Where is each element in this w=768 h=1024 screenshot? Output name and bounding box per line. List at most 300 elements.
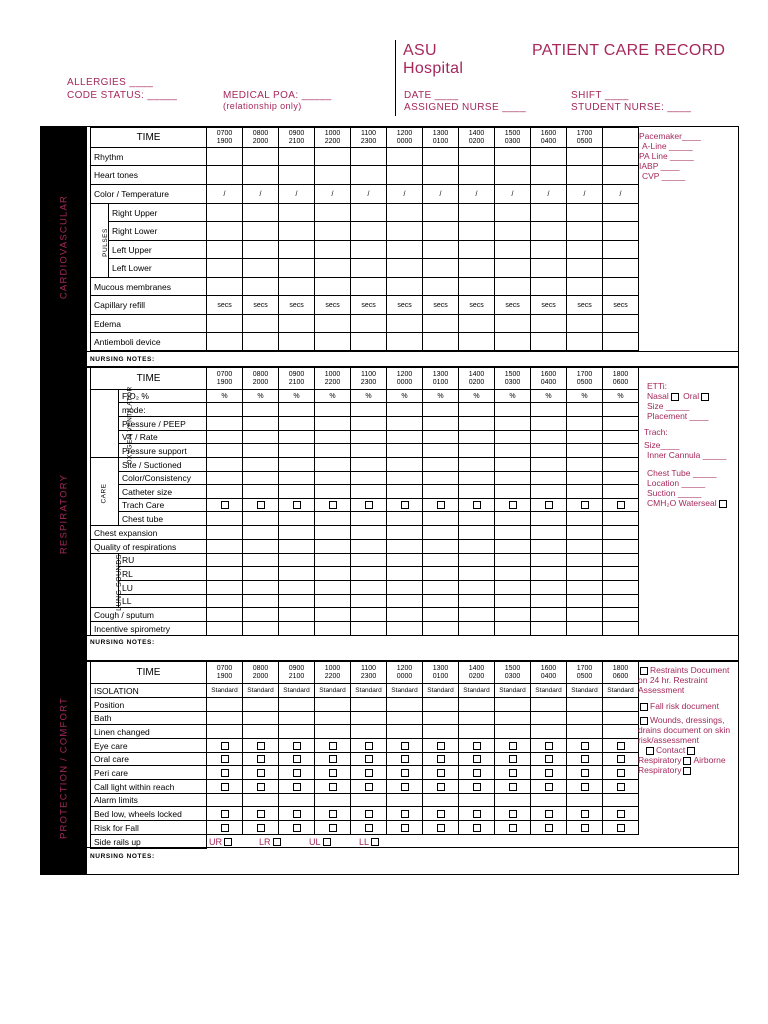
entry-cell[interactable] [423, 608, 459, 622]
entry-cell[interactable] [495, 725, 531, 739]
entry-cell[interactable] [351, 259, 387, 278]
entry-cell[interactable] [567, 444, 603, 458]
entry-cell[interactable] [315, 148, 351, 166]
entry-cell[interactable] [387, 472, 423, 485]
entry-cell[interactable] [459, 698, 495, 712]
entry-cell[interactable] [603, 554, 639, 567]
entry-cell[interactable] [531, 390, 567, 403]
entry-cell[interactable] [387, 608, 423, 622]
entry-cell[interactable] [531, 403, 567, 417]
location-field[interactable]: Location _____ [647, 478, 706, 488]
entry-cell[interactable] [567, 526, 603, 540]
entry-cell[interactable] [567, 278, 603, 296]
entry-cell[interactable] [279, 567, 315, 581]
entry-cell[interactable] [567, 780, 603, 794]
entry-cell[interactable] [207, 444, 243, 458]
entry-cell[interactable] [531, 458, 567, 472]
entry-cell[interactable] [315, 204, 351, 222]
entry-cell[interactable] [459, 753, 495, 766]
entry-cell[interactable] [207, 417, 243, 431]
entry-cell[interactable] [495, 296, 531, 315]
entry-cell[interactable] [315, 166, 351, 185]
checkbox[interactable] [437, 755, 445, 763]
checkbox[interactable] [221, 783, 229, 791]
entry-cell[interactable] [459, 278, 495, 296]
checkbox[interactable] [617, 810, 625, 818]
entry-cell[interactable] [603, 166, 639, 185]
entry-cell[interactable] [531, 725, 567, 739]
entry-cell[interactable] [459, 222, 495, 241]
entry-cell[interactable] [387, 684, 423, 698]
entry-cell[interactable] [315, 222, 351, 241]
entry-cell[interactable] [351, 444, 387, 458]
checkbox[interactable] [329, 742, 337, 750]
entry-cell[interactable] [315, 753, 351, 766]
entry-cell[interactable] [387, 185, 423, 204]
chest-tube-field[interactable]: Chest Tube _____ [647, 468, 717, 478]
checkbox[interactable] [401, 810, 409, 818]
entry-cell[interactable] [459, 540, 495, 554]
entry-cell[interactable] [207, 698, 243, 712]
entry-cell[interactable] [495, 390, 531, 403]
entry-cell[interactable] [243, 485, 279, 499]
checkbox[interactable] [329, 824, 337, 832]
entry-cell[interactable] [423, 540, 459, 554]
checkbox[interactable] [293, 742, 301, 750]
entry-cell[interactable] [531, 485, 567, 499]
entry-cell[interactable] [567, 333, 603, 351]
entry-cell[interactable] [243, 766, 279, 780]
a-line-field[interactable]: A-Line _____ [642, 141, 693, 151]
entry-cell[interactable] [603, 780, 639, 794]
entry-cell[interactable] [207, 204, 243, 222]
entry-cell[interactable] [279, 431, 315, 444]
entry-cell[interactable] [279, 725, 315, 739]
entry-cell[interactable] [423, 684, 459, 698]
checkbox[interactable] [365, 501, 373, 509]
entry-cell[interactable] [531, 296, 567, 315]
side-rail-checkbox[interactable] [371, 838, 379, 846]
entry-cell[interactable] [207, 458, 243, 472]
entry-cell[interactable] [279, 622, 315, 636]
entry-cell[interactable] [423, 712, 459, 725]
side-rail-option[interactable] [309, 837, 359, 847]
entry-cell[interactable] [351, 417, 387, 431]
entry-cell[interactable] [531, 148, 567, 166]
contact-respiratory-checkbox[interactable] [687, 747, 695, 755]
entry-cell[interactable] [459, 725, 495, 739]
checkbox[interactable] [437, 501, 445, 509]
entry-cell[interactable] [315, 417, 351, 431]
entry-cell[interactable] [423, 739, 459, 753]
entry-cell[interactable] [531, 472, 567, 485]
entry-cell[interactable] [423, 526, 459, 540]
entry-cell[interactable] [243, 698, 279, 712]
entry-cell[interactable] [243, 567, 279, 581]
entry-cell[interactable] [423, 581, 459, 595]
entry-cell[interactable] [351, 431, 387, 444]
entry-cell[interactable] [243, 821, 279, 835]
checkbox[interactable] [581, 501, 589, 509]
shift-field[interactable]: SHIFT ____ [571, 90, 629, 101]
entry-cell[interactable] [387, 794, 423, 807]
entry-cell[interactable] [603, 595, 639, 608]
entry-cell[interactable] [207, 148, 243, 166]
entry-cell[interactable] [495, 608, 531, 622]
checkbox[interactable] [617, 755, 625, 763]
restraints-checkbox[interactable] [640, 667, 648, 675]
entry-cell[interactable] [531, 821, 567, 835]
entry-cell[interactable] [243, 472, 279, 485]
entry-cell[interactable] [459, 148, 495, 166]
entry-cell[interactable] [387, 595, 423, 608]
entry-cell[interactable] [531, 315, 567, 333]
entry-cell[interactable] [459, 458, 495, 472]
entry-cell[interactable] [531, 698, 567, 712]
entry-cell[interactable] [243, 780, 279, 794]
entry-cell[interactable] [531, 753, 567, 766]
entry-cell[interactable] [495, 766, 531, 780]
checkbox[interactable] [293, 824, 301, 832]
entry-cell[interactable] [423, 241, 459, 259]
entry-cell[interactable] [279, 581, 315, 595]
entry-cell[interactable] [207, 780, 243, 794]
entry-cell[interactable] [567, 567, 603, 581]
entry-cell[interactable] [495, 712, 531, 725]
entry-cell[interactable] [603, 444, 639, 458]
entry-cell[interactable] [387, 712, 423, 725]
entry-cell[interactable] [351, 595, 387, 608]
checkbox[interactable] [473, 783, 481, 791]
entry-cell[interactable] [243, 595, 279, 608]
entry-cell[interactable] [351, 485, 387, 499]
airborne-checkbox[interactable] [683, 757, 691, 765]
entry-cell[interactable] [387, 807, 423, 821]
checkbox[interactable] [401, 501, 409, 509]
entry-cell[interactable] [243, 315, 279, 333]
entry-cell[interactable] [459, 241, 495, 259]
checkbox[interactable] [545, 501, 553, 509]
entry-cell[interactable] [351, 403, 387, 417]
checkbox[interactable] [437, 742, 445, 750]
entry-cell[interactable] [207, 315, 243, 333]
entry-cell[interactable] [531, 807, 567, 821]
entry-cell[interactable] [315, 794, 351, 807]
entry-cell[interactable] [459, 712, 495, 725]
side-rail-option[interactable] [359, 837, 409, 847]
entry-cell[interactable] [495, 485, 531, 499]
entry-cell[interactable] [207, 608, 243, 622]
entry-cell[interactable] [351, 622, 387, 636]
entry-cell[interactable] [459, 403, 495, 417]
entry-cell[interactable] [279, 540, 315, 554]
entry-cell[interactable] [387, 766, 423, 780]
entry-cell[interactable] [603, 739, 639, 753]
entry-cell[interactable] [279, 444, 315, 458]
checkbox[interactable] [437, 769, 445, 777]
entry-cell[interactable] [423, 222, 459, 241]
entry-cell[interactable] [531, 499, 567, 512]
entry-cell[interactable] [495, 417, 531, 431]
entry-cell[interactable] [531, 766, 567, 780]
entry-cell[interactable] [459, 499, 495, 512]
checkbox[interactable] [545, 810, 553, 818]
entry-cell[interactable] [603, 821, 639, 835]
checkbox[interactable] [221, 810, 229, 818]
checkbox[interactable] [401, 742, 409, 750]
entry-cell[interactable] [387, 540, 423, 554]
entry-cell[interactable] [531, 794, 567, 807]
entry-cell[interactable] [243, 622, 279, 636]
entry-cell[interactable] [423, 725, 459, 739]
checkbox[interactable] [509, 755, 517, 763]
entry-cell[interactable] [567, 148, 603, 166]
entry-cell[interactable] [243, 390, 279, 403]
student-nurse-field[interactable]: STUDENT NURSE: ____ [571, 102, 692, 113]
entry-cell[interactable] [495, 540, 531, 554]
checkbox[interactable] [473, 501, 481, 509]
entry-cell[interactable] [531, 431, 567, 444]
entry-cell[interactable] [243, 296, 279, 315]
entry-cell[interactable] [351, 241, 387, 259]
entry-cell[interactable] [531, 684, 567, 698]
entry-cell[interactable] [315, 278, 351, 296]
entry-cell[interactable] [603, 794, 639, 807]
checkbox[interactable] [257, 755, 265, 763]
checkbox[interactable] [437, 810, 445, 818]
entry-cell[interactable] [423, 821, 459, 835]
entry-cell[interactable] [279, 185, 315, 204]
entry-cell[interactable] [423, 472, 459, 485]
entry-cell[interactable] [567, 185, 603, 204]
entry-cell[interactable] [567, 315, 603, 333]
checkbox[interactable] [509, 501, 517, 509]
entry-cell[interactable] [207, 241, 243, 259]
entry-cell[interactable] [207, 725, 243, 739]
checkbox[interactable] [257, 742, 265, 750]
entry-cell[interactable] [387, 259, 423, 278]
entry-cell[interactable] [387, 333, 423, 351]
entry-cell[interactable] [243, 403, 279, 417]
checkbox[interactable] [257, 783, 265, 791]
checkbox[interactable] [401, 769, 409, 777]
entry-cell[interactable] [387, 499, 423, 512]
entry-cell[interactable] [279, 166, 315, 185]
entry-cell[interactable] [567, 794, 603, 807]
entry-cell[interactable] [315, 567, 351, 581]
entry-cell[interactable] [351, 821, 387, 835]
checkbox[interactable] [365, 824, 373, 832]
checkbox[interactable] [473, 824, 481, 832]
entry-cell[interactable] [603, 472, 639, 485]
entry-cell[interactable] [351, 567, 387, 581]
entry-cell[interactable] [315, 259, 351, 278]
respiratory-checkbox[interactable] [683, 767, 691, 775]
entry-cell[interactable] [567, 739, 603, 753]
entry-cell[interactable] [495, 794, 531, 807]
entry-cell[interactable] [315, 622, 351, 636]
entry-cell[interactable] [279, 753, 315, 766]
entry-cell[interactable] [387, 204, 423, 222]
date-field[interactable]: DATE ____ [404, 90, 459, 101]
entry-cell[interactable] [567, 485, 603, 499]
entry-cell[interactable] [315, 512, 351, 526]
entry-cell[interactable] [603, 204, 639, 222]
entry-cell[interactable] [351, 499, 387, 512]
checkbox[interactable] [545, 755, 553, 763]
entry-cell[interactable] [459, 554, 495, 567]
entry-cell[interactable] [495, 166, 531, 185]
entry-cell[interactable] [603, 712, 639, 725]
entry-cell[interactable] [315, 554, 351, 567]
entry-cell[interactable] [351, 204, 387, 222]
entry-cell[interactable] [387, 315, 423, 333]
entry-cell[interactable] [495, 204, 531, 222]
checkbox[interactable] [293, 810, 301, 818]
entry-cell[interactable] [243, 526, 279, 540]
entry-cell[interactable] [315, 444, 351, 458]
entry-cell[interactable] [531, 512, 567, 526]
entry-cell[interactable] [459, 166, 495, 185]
entry-cell[interactable] [423, 185, 459, 204]
checkbox[interactable] [473, 755, 481, 763]
entry-cell[interactable] [459, 485, 495, 499]
entry-cell[interactable] [531, 595, 567, 608]
entry-cell[interactable] [315, 698, 351, 712]
entry-cell[interactable] [603, 684, 639, 698]
entry-cell[interactable] [459, 526, 495, 540]
waterseal-checkbox[interactable] [719, 500, 727, 508]
checkbox[interactable] [221, 824, 229, 832]
entry-cell[interactable] [387, 725, 423, 739]
entry-cell[interactable] [351, 526, 387, 540]
entry-cell[interactable] [459, 794, 495, 807]
entry-cell[interactable] [603, 485, 639, 499]
entry-cell[interactable] [423, 595, 459, 608]
entry-cell[interactable] [207, 794, 243, 807]
entry-cell[interactable] [567, 512, 603, 526]
entry-cell[interactable] [567, 540, 603, 554]
checkbox[interactable] [581, 769, 589, 777]
checkbox[interactable] [473, 810, 481, 818]
entry-cell[interactable] [423, 794, 459, 807]
checkbox[interactable] [221, 742, 229, 750]
entry-cell[interactable] [315, 296, 351, 315]
entry-cell[interactable] [207, 222, 243, 241]
entry-cell[interactable] [279, 595, 315, 608]
entry-cell[interactable] [495, 622, 531, 636]
entry-cell[interactable] [315, 725, 351, 739]
entry-cell[interactable] [279, 148, 315, 166]
entry-cell[interactable] [459, 608, 495, 622]
entry-cell[interactable] [351, 725, 387, 739]
checkbox[interactable] [293, 783, 301, 791]
checkbox[interactable] [401, 824, 409, 832]
checkbox[interactable] [581, 783, 589, 791]
checkbox[interactable] [221, 501, 229, 509]
suction-field[interactable]: Suction _____ [647, 488, 702, 498]
checkbox[interactable] [329, 755, 337, 763]
entry-cell[interactable] [603, 417, 639, 431]
entry-cell[interactable] [279, 554, 315, 567]
entry-cell[interactable] [495, 472, 531, 485]
entry-cell[interactable] [279, 512, 315, 526]
entry-cell[interactable] [495, 821, 531, 835]
entry-cell[interactable] [603, 512, 639, 526]
entry-cell[interactable] [423, 499, 459, 512]
checkbox[interactable] [617, 742, 625, 750]
checkbox[interactable] [365, 755, 373, 763]
entry-cell[interactable] [243, 259, 279, 278]
entry-cell[interactable] [423, 567, 459, 581]
entry-cell[interactable] [459, 390, 495, 403]
entry-cell[interactable] [315, 241, 351, 259]
entry-cell[interactable] [279, 333, 315, 351]
entry-cell[interactable] [459, 684, 495, 698]
entry-cell[interactable] [207, 567, 243, 581]
entry-cell[interactable] [207, 390, 243, 403]
side-rail-checkbox[interactable] [323, 838, 331, 846]
entry-cell[interactable] [207, 821, 243, 835]
entry-cell[interactable] [459, 595, 495, 608]
entry-cell[interactable] [279, 698, 315, 712]
entry-cell[interactable] [495, 333, 531, 351]
entry-cell[interactable] [243, 512, 279, 526]
entry-cell[interactable] [603, 807, 639, 821]
entry-cell[interactable] [423, 390, 459, 403]
checkbox[interactable] [545, 824, 553, 832]
entry-cell[interactable] [243, 185, 279, 204]
entry-cell[interactable] [603, 222, 639, 241]
entry-cell[interactable] [567, 807, 603, 821]
checkbox[interactable] [293, 769, 301, 777]
entry-cell[interactable] [459, 766, 495, 780]
checkbox[interactable] [545, 742, 553, 750]
entry-cell[interactable] [567, 204, 603, 222]
checkbox[interactable] [365, 810, 373, 818]
entry-cell[interactable] [243, 166, 279, 185]
etti-size-field[interactable]: Size _____ [647, 401, 690, 411]
entry-cell[interactable] [351, 608, 387, 622]
entry-cell[interactable] [351, 458, 387, 472]
entry-cell[interactable] [243, 222, 279, 241]
entry-cell[interactable] [243, 333, 279, 351]
entry-cell[interactable] [495, 684, 531, 698]
entry-cell[interactable] [495, 458, 531, 472]
entry-cell[interactable] [279, 807, 315, 821]
entry-cell[interactable] [459, 185, 495, 204]
entry-cell[interactable] [495, 278, 531, 296]
entry-cell[interactable] [531, 185, 567, 204]
entry-cell[interactable] [207, 540, 243, 554]
entry-cell[interactable] [207, 259, 243, 278]
entry-cell[interactable] [207, 166, 243, 185]
entry-cell[interactable] [495, 444, 531, 458]
entry-cell[interactable] [207, 485, 243, 499]
entry-cell[interactable] [531, 712, 567, 725]
entry-cell[interactable] [567, 725, 603, 739]
entry-cell[interactable] [459, 567, 495, 581]
entry-cell[interactable] [459, 296, 495, 315]
medical-poa-field[interactable]: MEDICAL POA: _____ [223, 90, 332, 101]
entry-cell[interactable] [351, 766, 387, 780]
entry-cell[interactable] [279, 241, 315, 259]
entry-cell[interactable] [207, 753, 243, 766]
entry-cell[interactable] [351, 554, 387, 567]
entry-cell[interactable] [495, 148, 531, 166]
entry-cell[interactable] [531, 204, 567, 222]
entry-cell[interactable] [279, 485, 315, 499]
